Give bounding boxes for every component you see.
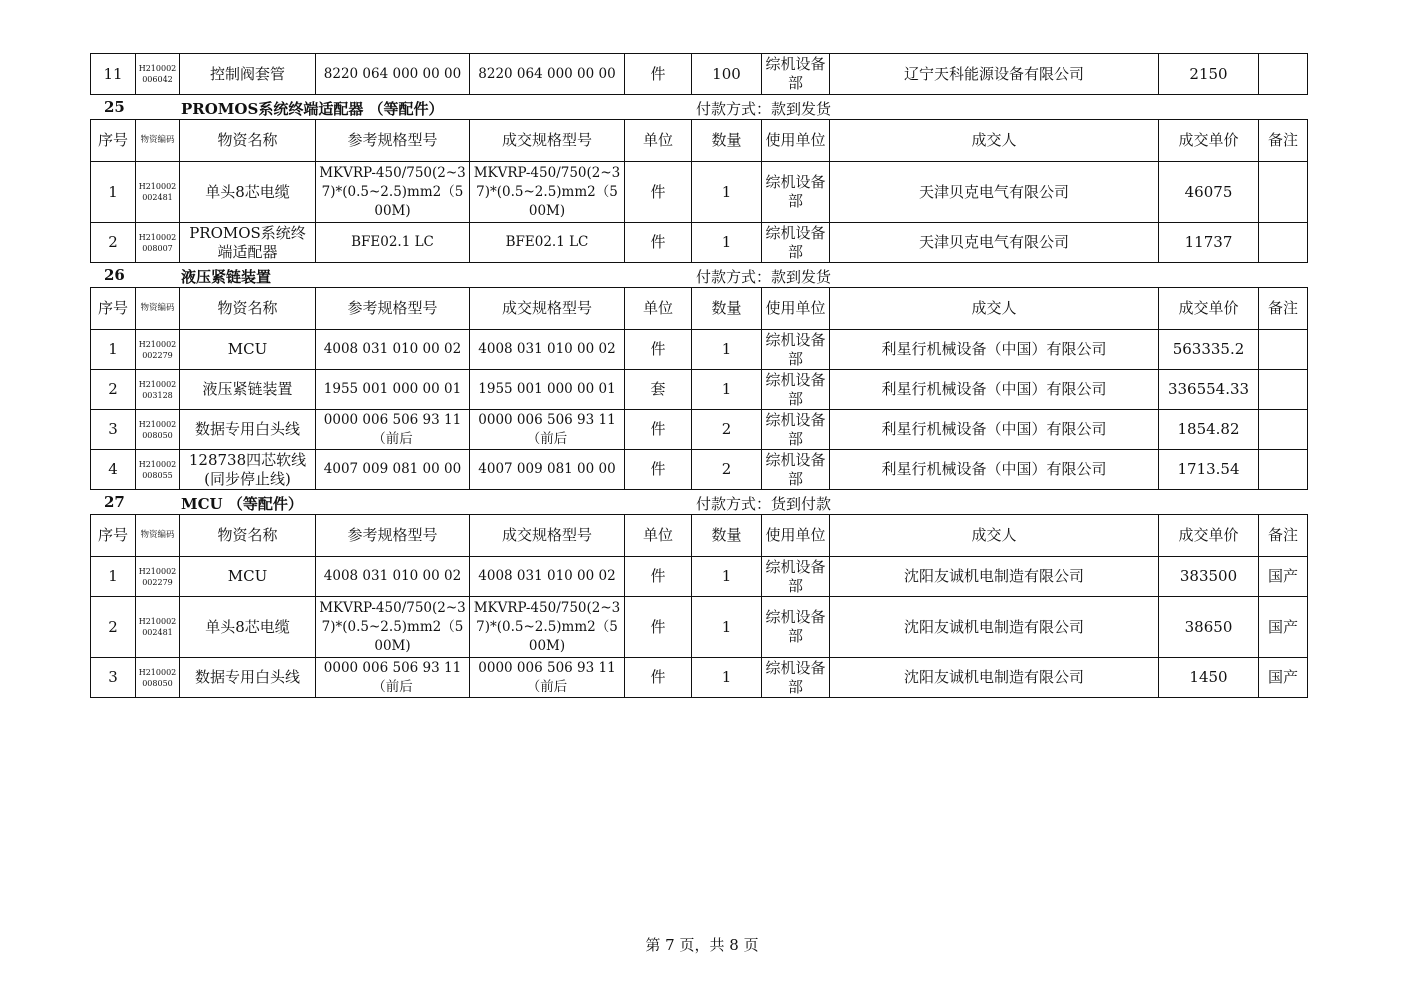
cell-name: 数据专用白头线 bbox=[180, 658, 316, 698]
cell-unit: 件 bbox=[625, 223, 692, 263]
cell-qty: 1 bbox=[692, 162, 762, 223]
cell-deal-spec: 4008 031 010 00 02 bbox=[470, 330, 625, 370]
cell-qty: 1 bbox=[692, 370, 762, 410]
cell-deal-spec: 4007 009 081 00 00 bbox=[470, 450, 625, 490]
section-table bbox=[90, 514, 1308, 698]
cell-ref-spec: 4008 031 010 00 02 bbox=[316, 557, 470, 597]
table-row bbox=[91, 223, 1308, 263]
cell-qty: 100 bbox=[692, 54, 762, 95]
cell-seq: 1 bbox=[91, 162, 136, 223]
cell-dept: 综机设备部 bbox=[762, 370, 830, 410]
header-ref-spec: 参考规格型号 bbox=[316, 288, 470, 330]
header-name: 物资名称 bbox=[180, 120, 316, 162]
cell-note: 国产 bbox=[1259, 597, 1308, 658]
cell-name: 128738四芯软线(同步停止线) bbox=[180, 450, 316, 490]
cell-dept: 综机设备部 bbox=[762, 597, 830, 658]
table-row bbox=[91, 370, 1308, 410]
section-header bbox=[90, 95, 1307, 119]
cell-supplier: 沈阳友诚机电制造有限公司 bbox=[830, 557, 1159, 597]
sections-container bbox=[90, 95, 1307, 698]
header-unit: 单位 bbox=[625, 120, 692, 162]
section-title: MCU （等配件） bbox=[181, 495, 303, 513]
cell-ref-spec: MKVRP-450/750(2~37)*(0.5~2.5)mm2（500M) bbox=[316, 162, 470, 223]
header-deal-spec: 成交规格型号 bbox=[470, 120, 625, 162]
cell-note bbox=[1259, 410, 1308, 450]
cell-seq: 4 bbox=[91, 450, 136, 490]
cell-note bbox=[1259, 330, 1308, 370]
header-note: 备注 bbox=[1259, 515, 1308, 557]
cell-supplier: 天津贝克电气有限公司 bbox=[830, 162, 1159, 223]
cell-name: 液压紧链装置 bbox=[180, 370, 316, 410]
cell-code: H210002 008007 bbox=[136, 223, 180, 263]
cell-price: 336554.33 bbox=[1159, 370, 1259, 410]
section-table bbox=[90, 287, 1308, 490]
cell-price: 1854.82 bbox=[1159, 410, 1259, 450]
header-qty: 数量 bbox=[692, 120, 762, 162]
header-seq: 序号 bbox=[91, 515, 136, 557]
cell-name: MCU bbox=[180, 557, 316, 597]
cell-dept: 综机设备部 bbox=[762, 223, 830, 263]
cell-price: 1450 bbox=[1159, 658, 1259, 698]
section-header bbox=[90, 263, 1307, 287]
document-body bbox=[90, 53, 1307, 698]
header-seq: 序号 bbox=[91, 288, 136, 330]
header-supplier: 成交人 bbox=[830, 120, 1159, 162]
cell-deal-spec: 1955 001 000 00 01 bbox=[470, 370, 625, 410]
cell-code: H210002 002481 bbox=[136, 597, 180, 658]
cell-supplier: 沈阳友诚机电制造有限公司 bbox=[830, 597, 1159, 658]
cell-seq: 1 bbox=[91, 330, 136, 370]
header-note: 备注 bbox=[1259, 288, 1308, 330]
cell-note bbox=[1259, 223, 1308, 263]
cell-qty: 1 bbox=[692, 597, 762, 658]
cell-deal-spec: 8220 064 000 00 00 bbox=[470, 54, 625, 95]
cell-price: 11737 bbox=[1159, 223, 1259, 263]
cell-note bbox=[1259, 54, 1308, 95]
page-footer: 第 7 页，共 8 页 bbox=[645, 936, 759, 954]
cell-code: H210002 008050 bbox=[136, 658, 180, 698]
cell-seq: 2 bbox=[91, 597, 136, 658]
cell-qty: 1 bbox=[692, 557, 762, 597]
cell-ref-spec: BFE02.1 LC bbox=[316, 223, 470, 263]
cell-price: 383500 bbox=[1159, 557, 1259, 597]
header-unit: 单位 bbox=[625, 515, 692, 557]
cell-unit: 套 bbox=[625, 370, 692, 410]
header-supplier: 成交人 bbox=[830, 288, 1159, 330]
cell-unit: 件 bbox=[625, 557, 692, 597]
cell-name: 单头8芯电缆 bbox=[180, 597, 316, 658]
cell-code: H210002 002279 bbox=[136, 330, 180, 370]
cell-ref-spec: 4008 031 010 00 02 bbox=[316, 330, 470, 370]
cell-note: 国产 bbox=[1259, 557, 1308, 597]
cell-unit: 件 bbox=[625, 597, 692, 658]
cell-note: 国产 bbox=[1259, 658, 1308, 698]
cell-unit: 件 bbox=[625, 658, 692, 698]
cell-name: 单头8芯电缆 bbox=[180, 162, 316, 223]
header-price: 成交单价 bbox=[1159, 120, 1259, 162]
cell-name: 数据专用白头线 bbox=[180, 410, 316, 450]
cell-deal-spec: 0000 006 506 93 11 （前后 bbox=[470, 410, 625, 450]
cell-supplier: 辽宁天科能源设备有限公司 bbox=[830, 54, 1159, 95]
table-row bbox=[91, 597, 1308, 658]
table-row bbox=[91, 410, 1308, 450]
section-title: PROMOS系统终端适配器 （等配件） bbox=[181, 100, 444, 118]
header-code: 物资编码 bbox=[136, 288, 180, 330]
cell-qty: 2 bbox=[692, 450, 762, 490]
header-code: 物资编码 bbox=[136, 515, 180, 557]
header-deal-spec: 成交规格型号 bbox=[470, 515, 625, 557]
header-deal-spec: 成交规格型号 bbox=[470, 288, 625, 330]
cell-unit: 件 bbox=[625, 330, 692, 370]
cell-unit: 件 bbox=[625, 162, 692, 223]
cell-supplier: 利星行机械设备（中国）有限公司 bbox=[830, 330, 1159, 370]
cell-qty: 1 bbox=[692, 658, 762, 698]
cell-deal-spec: 0000 006 506 93 11 （前后 bbox=[470, 658, 625, 698]
cell-ref-spec: 0000 006 506 93 11 （前后 bbox=[316, 410, 470, 450]
cell-ref-spec: 1955 001 000 00 01 bbox=[316, 370, 470, 410]
table-row bbox=[91, 450, 1308, 490]
cell-code: H210002 003128 bbox=[136, 370, 180, 410]
cell-seq: 11 bbox=[91, 54, 136, 95]
cell-deal-spec: BFE02.1 LC bbox=[470, 223, 625, 263]
payment-terms: 付款方式：款到发货 bbox=[696, 268, 832, 286]
cell-supplier: 利星行机械设备（中国）有限公司 bbox=[830, 410, 1159, 450]
cell-deal-spec: MKVRP-450/750(2~37)*(0.5~2.5)mm2（500M) bbox=[470, 597, 625, 658]
cell-name: 控制阀套管 bbox=[180, 54, 316, 95]
cell-deal-spec: MKVRP-450/750(2~37)*(0.5~2.5)mm2（500M) bbox=[470, 162, 625, 223]
cell-dept: 综机设备部 bbox=[762, 658, 830, 698]
section-header bbox=[90, 490, 1307, 514]
payment-terms: 付款方式：款到发货 bbox=[696, 100, 832, 118]
cell-dept: 综机设备部 bbox=[762, 162, 830, 223]
cell-price: 46075 bbox=[1159, 162, 1259, 223]
payment-terms: 付款方式：货到付款 bbox=[696, 495, 832, 513]
cell-dept: 综机设备部 bbox=[762, 410, 830, 450]
header-unit: 单位 bbox=[625, 288, 692, 330]
cell-note bbox=[1259, 370, 1308, 410]
cell-seq: 3 bbox=[91, 658, 136, 698]
cell-unit: 件 bbox=[625, 450, 692, 490]
header-seq: 序号 bbox=[91, 120, 136, 162]
cell-qty: 1 bbox=[692, 223, 762, 263]
header-qty: 数量 bbox=[692, 515, 762, 557]
header-name: 物资名称 bbox=[180, 288, 316, 330]
header-dept: 使用单位 bbox=[762, 515, 830, 557]
cell-deal-spec: 4008 031 010 00 02 bbox=[470, 557, 625, 597]
section-title: 液压紧链装置 bbox=[181, 268, 272, 286]
header-supplier: 成交人 bbox=[830, 515, 1159, 557]
cell-unit: 件 bbox=[625, 410, 692, 450]
top-table bbox=[90, 53, 1308, 95]
cell-dept: 综机设备部 bbox=[762, 557, 830, 597]
section-table bbox=[90, 119, 1308, 263]
table-row bbox=[91, 330, 1308, 370]
cell-dept: 综机设备部 bbox=[762, 54, 830, 95]
cell-seq: 2 bbox=[91, 223, 136, 263]
header-ref-spec: 参考规格型号 bbox=[316, 515, 470, 557]
table-row bbox=[91, 162, 1308, 223]
header-qty: 数量 bbox=[692, 288, 762, 330]
cell-supplier: 沈阳友诚机电制造有限公司 bbox=[830, 658, 1159, 698]
table-row bbox=[91, 557, 1308, 597]
section-number: 27 bbox=[104, 493, 125, 511]
cell-code: H210002 002279 bbox=[136, 557, 180, 597]
cell-supplier: 利星行机械设备（中国）有限公司 bbox=[830, 450, 1159, 490]
header-dept: 使用单位 bbox=[762, 120, 830, 162]
header-note: 备注 bbox=[1259, 120, 1308, 162]
cell-supplier: 天津贝克电气有限公司 bbox=[830, 223, 1159, 263]
header-row bbox=[91, 120, 1308, 162]
cell-ref-spec: 8220 064 000 00 00 bbox=[316, 54, 470, 95]
cell-price: 2150 bbox=[1159, 54, 1259, 95]
cell-code: H210002 008055 bbox=[136, 450, 180, 490]
table-row bbox=[91, 54, 1308, 95]
header-dept: 使用单位 bbox=[762, 288, 830, 330]
header-code: 物资编码 bbox=[136, 120, 180, 162]
cell-qty: 1 bbox=[692, 330, 762, 370]
cell-code: H210002 002481 bbox=[136, 162, 180, 223]
cell-unit: 件 bbox=[625, 54, 692, 95]
cell-note bbox=[1259, 450, 1308, 490]
header-price: 成交单价 bbox=[1159, 515, 1259, 557]
cell-code: H210002 006042 bbox=[136, 54, 180, 95]
cell-ref-spec: MKVRP-450/750(2~37)*(0.5~2.5)mm2（500M) bbox=[316, 597, 470, 658]
cell-dept: 综机设备部 bbox=[762, 450, 830, 490]
cell-seq: 2 bbox=[91, 370, 136, 410]
cell-price: 563335.2 bbox=[1159, 330, 1259, 370]
header-row bbox=[91, 515, 1308, 557]
table-row bbox=[91, 658, 1308, 698]
cell-supplier: 利星行机械设备（中国）有限公司 bbox=[830, 370, 1159, 410]
header-price: 成交单价 bbox=[1159, 288, 1259, 330]
cell-note bbox=[1259, 162, 1308, 223]
cell-name: MCU bbox=[180, 330, 316, 370]
cell-price: 38650 bbox=[1159, 597, 1259, 658]
cell-seq: 1 bbox=[91, 557, 136, 597]
cell-code: H210002 008050 bbox=[136, 410, 180, 450]
section-number: 26 bbox=[104, 266, 125, 284]
section-number: 25 bbox=[104, 98, 125, 116]
cell-qty: 2 bbox=[692, 410, 762, 450]
cell-price: 1713.54 bbox=[1159, 450, 1259, 490]
cell-ref-spec: 0000 006 506 93 11 （前后 bbox=[316, 658, 470, 698]
cell-dept: 综机设备部 bbox=[762, 330, 830, 370]
header-row bbox=[91, 288, 1308, 330]
cell-name: PROMOS系统终端适配器 bbox=[180, 223, 316, 263]
cell-ref-spec: 4007 009 081 00 00 bbox=[316, 450, 470, 490]
header-name: 物资名称 bbox=[180, 515, 316, 557]
cell-seq: 3 bbox=[91, 410, 136, 450]
header-ref-spec: 参考规格型号 bbox=[316, 120, 470, 162]
